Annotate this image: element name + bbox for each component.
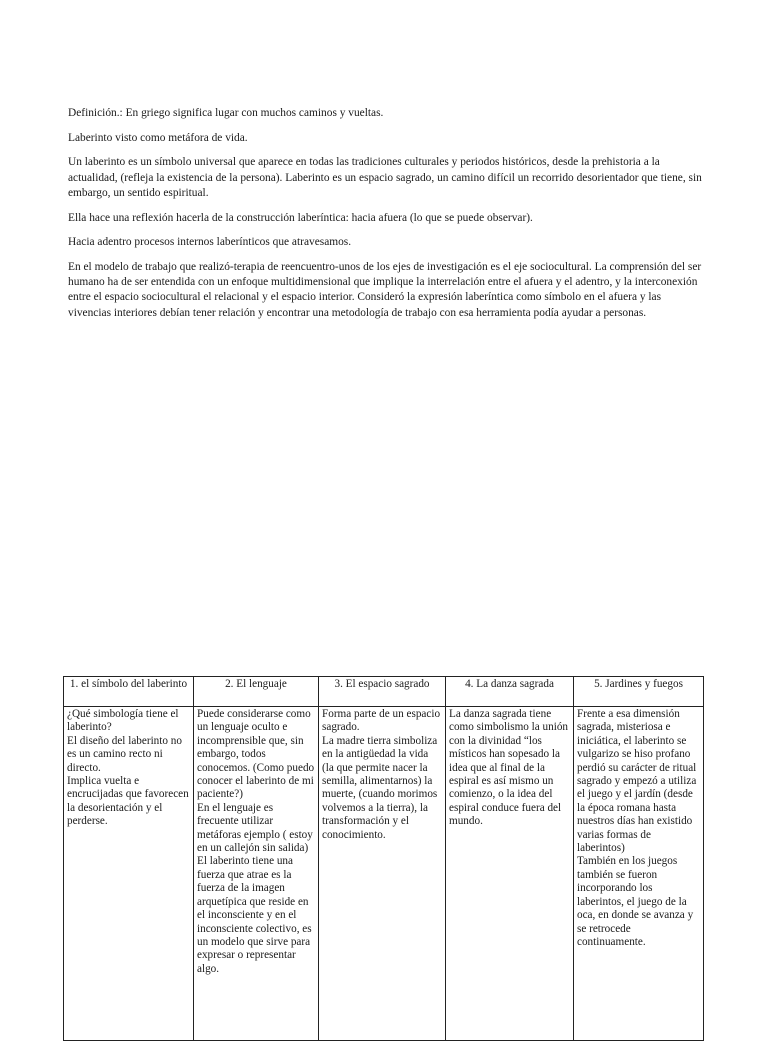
- cell-text: El diseño del laberinto no es un camino recto ni directo.: [67, 734, 182, 774]
- cell-text: ¿Qué simbología tiene el laberinto?: [67, 708, 179, 734]
- cell-text: Puede considerarse como un lenguaje oculto e incomprensible que, sin embargo, todos conocemos. (Como puedo conocer el laberinto de mi paciente?): [197, 708, 315, 801]
- cell-text: Implica vuelta e encrucijadas que favorecen la desorientación y el perderse.: [67, 775, 189, 828]
- cell-gardens-games: [574, 707, 704, 1041]
- cell-text: También en los juegos también se fueron incorporando los laberintos, el juego de la oca, en donde se avanza y se retrocede continuamente.: [577, 855, 694, 948]
- cell-sacred-space: [319, 707, 446, 1041]
- universal-symbol-paragraph: Un laberinto es un símbolo universal que aparece en todas las tradiciones culturales y periodos históricos, desde la prehistoria a la actualidad, (refleja la existencia de la persona). Laberinto es un espacio sagrado, un camino difícil un recorrido desorientador que tiene, sin embargo, un sentido espiritual.: [68, 156, 702, 199]
- header-language: 2. El lenguaje: [194, 677, 319, 707]
- header-gardens-games: 5. Jardines y fuegos: [574, 677, 704, 707]
- cell-symbol: [64, 707, 194, 1041]
- inner-process-paragraph: Hacia adentro procesos internos laberínticos que atravesamos.: [68, 236, 352, 249]
- document-body: [68, 106, 704, 330]
- definition-paragraph: Definición.: En griego significa lugar con muchos caminos y vueltas.: [68, 107, 384, 119]
- cell-text: En el lenguaje es frecuente utilizar metáforas ejemplo ( estoy en un callejón sin salida): [197, 801, 313, 855]
- concepts-table: [63, 676, 704, 1041]
- reflection-paragraph: Ella hace una reflexión hacerla de la construcción laberíntica: hacia afuera (lo que se puede observar).: [68, 211, 533, 224]
- header-sacred-dance: 4. La danza sagrada: [446, 677, 574, 707]
- cell-sacred-dance: [446, 707, 574, 1041]
- cell-text: La madre tierra simboliza en la antigüedad la vida (la que permite nacer la semilla, alimentarnos) la muerte, (cuando morimos volvemos a la tierra), la transformación y el conocimiento.: [322, 734, 438, 841]
- header-symbol: 1. el símbolo del laberinto: [64, 677, 194, 707]
- cell-text: El laberinto tiene una fuerza que atrae es la fuerza de la imagen arquetípica que reside en el inconsciente y en el inconsciente colectivo, es un modelo que sirve para expresar o representar algo.: [197, 855, 312, 975]
- table-header-row: [64, 677, 704, 707]
- header-sacred-space: 3. El espacio sagrado: [319, 677, 446, 707]
- cell-text: La danza sagrada tiene como simbolismo la unión con la divinidad “los místicos han sopesado la idea que al final de la espiral es así mismo un comienzo, o la idea del espiral conduce fuera del mundo.: [449, 708, 569, 828]
- metaphor-paragraph: Laberinto visto como metáfora de vida.: [68, 131, 248, 144]
- work-model-paragraph: En el modelo de trabajo que realizó-terapia de reencuentro-unos de los ejes de investigación es el eje sociocultural. La comprensión del ser humano ha de ser entendida con un enfoque multidimensional que implique la interrelación entre el afuera y el adentro, y la interconexión entre el espacio sociocultural el relacional y el espacio interior. Consideró la expresión laberíntica como símbolo en el afuera y las vivencias interiores debían tener relación y encontrar una metodología de trabajo con esa herramienta podía ayudar a personas.: [68, 260, 702, 319]
- table-row: [64, 707, 704, 1041]
- cell-language: [194, 707, 319, 1041]
- cell-text: Frente a esa dimensión sagrada, misteriosa e iniciática, el laberinto se vulgarizo se hiso profano perdió su carácter de ritual sagrado y empezó a utiliza el juego y el jardín (desde la época romana hasta nuestros días han existido varias formas de laberintos): [577, 708, 697, 855]
- cell-text: Forma parte de un espacio sagrado.: [322, 708, 441, 734]
